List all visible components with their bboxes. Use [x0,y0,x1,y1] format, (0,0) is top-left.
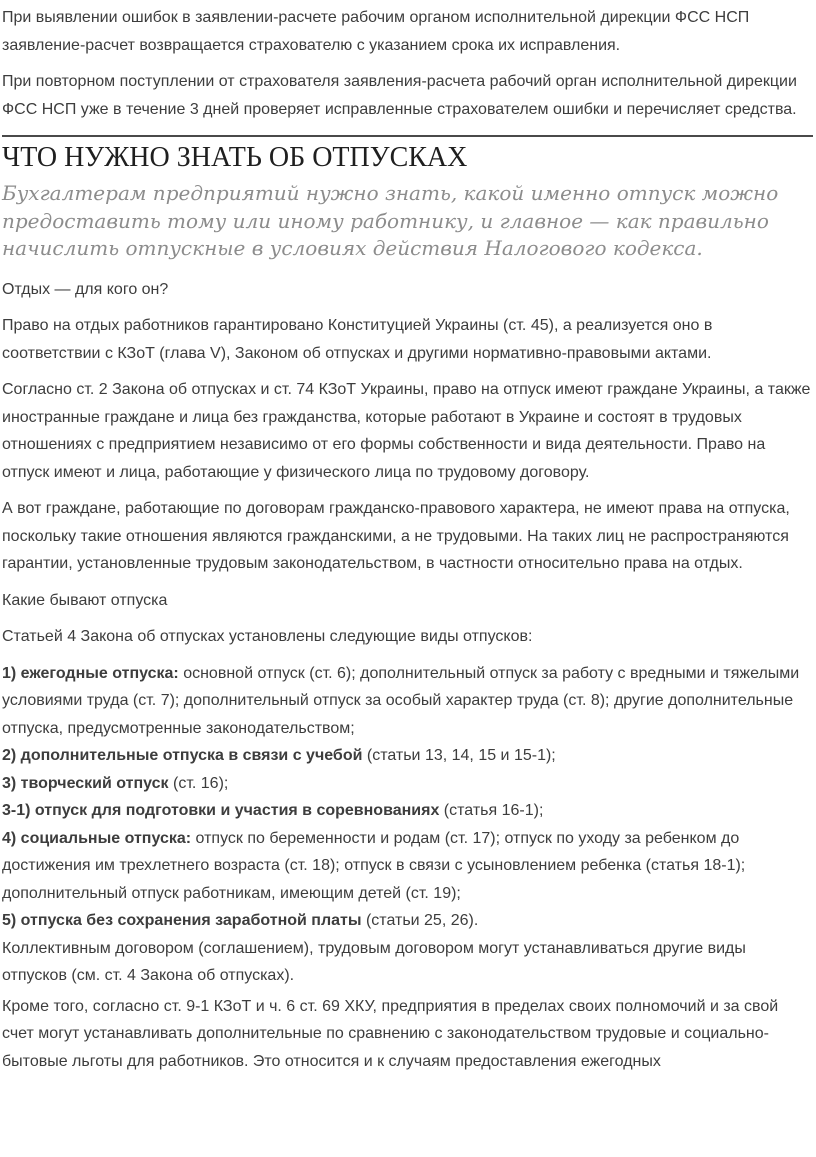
article-title: ЧТО НУЖНО ЗНАТЬ ОБ ОТПУСКАХ [2,135,813,175]
paragraph-types-intro: Статьей 4 Закона об отпусках установлены следующие виды отпусков: [2,628,533,645]
subheading-vacation-types: Какие бывают отпуска [2,591,168,609]
article-lead: Бухгалтерам предприятий нужно знать, какой именно отпуск можно предоставить тому или иному работнику, и главное — как правильно начислить отпускные в условиях действия Налогового кодекса. [2,181,779,260]
list-item-text: основной отпуск (ст. 6); дополнительный отпуск за работу с вредными и тяжелыми условиями труда (ст. 7); дополнительный отпуск за особый характер труда (ст. 8); другие дополнительные отпуска, предусмотренные законодательством; [2,664,800,737]
list-item-text: (ст. 16); [168,774,229,792]
list-item-label: 3) творческий отпуск [2,774,169,792]
list-item-study-vacations [2,742,813,770]
list-item-annual-vacations [2,660,813,743]
list-item-collective-agreement-note [2,935,813,990]
list-item-competition-vacation [2,797,813,825]
list-item-social-vacations [2,825,813,908]
paragraph-who-has-vacation-right: Согласно ст. 2 Закона об отпусках и ст. 74 КЗоТ Украины, право на отпуск имеют граждане Украины, а также иностранные граждане и лица без гражданства, которые работают в Украине и состоят в трудовых отношениях с предприятием независимо от его формы собственности и вида деятельности. Право на отпуск имеют и лица, работающие у физического лица по трудовому договору. [2,381,811,481]
list-item-label: 5) отпуска без сохранения заработной платы [2,912,362,929]
intro-paragraph-resubmission: При повторном поступлении от страхователя заявления-расчета рабочий орган исполнительной дирекции ФСС НСП уже в течение 3 дней проверяет исправленные страхователем ошибки и перечисляет средства. [2,73,797,118]
list-item-unpaid-vacations [2,907,813,935]
paragraph-additional-benefits: Кроме того, согласно ст. 9-1 КЗоТ и ч. 6 ст. 69 ХКУ, предприятия в пределах своих полномочий и за свой счет могут устанавливать дополнительные по сравнению с законодательством трудовые и социально-бытовые льготы для работников. Это относится и к случаям предоставления ежегодных [2,997,779,1070]
list-item-text: (статья 16-1); [439,802,544,819]
paragraph-right-to-rest: Право на отдых работников гарантировано Конституцией Украины (ст. 45), а реализуется оно в соответствии с КЗоТ (глава V), Законом об отпусках и другими нормативно-правовыми актами. [2,317,713,362]
list-item-label: 3-1) отпуск для подготовки и участия в соревнованиях [2,802,440,819]
paragraph-civil-contracts: А вот граждане, работающие по договорам гражданско-правового характера, не имеют права на отпуска, поскольку такие отношения являются гражданскими, а не трудовыми. На таких лиц не распространяются гарантии, установленные трудовым законодательством, в частности относительно права на отдых. [2,500,790,572]
subheading-rest-for-whom: Отдых — для кого он? [2,280,169,298]
list-item-label: 2) дополнительные отпуска в связи с учебой [2,747,363,764]
intro-paragraph-error-return: При выявлении ошибок в заявлении-расчете рабочим органом исполнительной дирекции ФСС НСП заявление-расчет возвращается страхователю с указанием срока их исправления. [2,9,750,54]
list-item-label: 1) ежегодные отпуска: [2,664,179,682]
list-item-text: (статьи 25, 26). [361,912,479,929]
list-item-text: отпуск по беременности и родам (ст. 17); отпуск по уходу за ребенком до достижения им трехлетнего возраста (ст. 18); отпуск в связи с усыновлением ребенка (статья 18-1); дополнительный отпуск работникам, имеющим детей (ст. 19); [2,829,746,902]
vacation-types-list [2,660,813,990]
list-item-text: (статьи 13, 14, 15 и 15-1); [362,747,556,764]
list-item-label: 4) социальные отпуска: [2,829,192,847]
list-item-text: Коллективным договором (соглашением), трудовым договором могут устанавливаться другие виды отпусков (см. ст. 4 Закона об отпусках). [2,939,746,984]
list-item-creative-vacation [2,770,813,798]
